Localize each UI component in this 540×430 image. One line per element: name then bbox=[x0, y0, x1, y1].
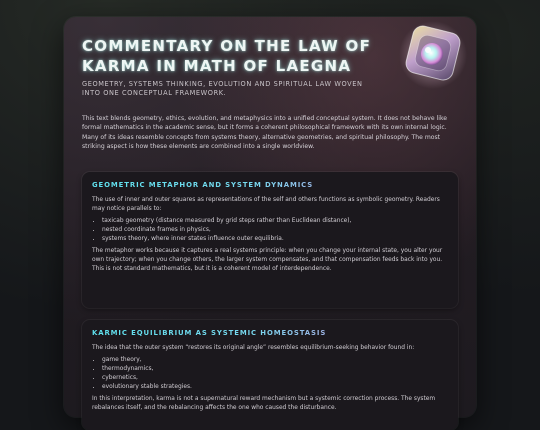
list-item: • nested coordinate frames in physics, bbox=[102, 226, 448, 235]
list-item: • thermodynamics, bbox=[102, 365, 448, 374]
page-subtitle: GEOMETRY, SYSTEMS THINKING, EVOLUTION AND SPIRITUAL LAW WOVEN INTO ONE CONCEPTUAL FRAMEWORK. bbox=[82, 80, 363, 97]
section-karmic-equilibrium bbox=[82, 320, 458, 430]
list-item: • cybernetics, bbox=[102, 374, 448, 383]
glass-cube-icon bbox=[397, 19, 467, 89]
section-lead: The idea that the outer system “restores its original angle” resembles equilibrium-seeking behavior found in: bbox=[92, 345, 415, 351]
intro-paragraph: This text blends geometry, ethics, evolution, and metaphysics into a unified conceptual system. It does not behave like formal mathematics in the academic sense, but it forms a coherent philosophical framework with its own internal logic. Many of its ideas resemble concepts from systems theory, alternative geometries, and spiritual philosophy. The most striking aspect is how these elements are combined into a single worldview. bbox=[82, 115, 448, 151]
section-lead: The use of inner and outer squares as representations of the self and others functions as symbolic geometry. Readers may notice parallels to: bbox=[92, 197, 440, 213]
section-title: KARMIC EQUILIBRIUM AS SYSTEMIC HOMEOSTASIS bbox=[92, 328, 448, 338]
section-title: GEOMETRIC METAPHOR AND SYSTEM DYNAMICS bbox=[92, 180, 448, 190]
section-body: The metaphor works because it captures a real systems principle: when you change your internal state, you alter your own trajectory; when you change others, the larger system compensates, and that compensation feeds back into you. This is not standard mathematics, but it is a coherent model of interdependence. bbox=[92, 247, 443, 273]
list-item: • taxicab geometry (distance measured by grid steps rather than Euclidean distance), bbox=[102, 217, 448, 226]
section-geometric-metaphor bbox=[82, 172, 458, 308]
bullet-list bbox=[92, 356, 448, 392]
bullet-list bbox=[92, 217, 448, 244]
list-item: • game theory, bbox=[102, 356, 448, 365]
list-item: • evolutionary stable strategies. bbox=[102, 383, 448, 392]
page-title: COMMENTARY ON THE LAW OF KARMA IN MATH OF LAEGNA bbox=[82, 37, 372, 75]
list-item: • systems theory, where inner states influence outer equilibria. bbox=[102, 235, 448, 244]
article-card bbox=[64, 17, 476, 417]
section-body: In this interpretation, karma is not a supernatural reward mechanism but a systemic correction process. The system rebalances itself, and the rebalancing affects the one who caused the disturbance. bbox=[92, 395, 436, 411]
